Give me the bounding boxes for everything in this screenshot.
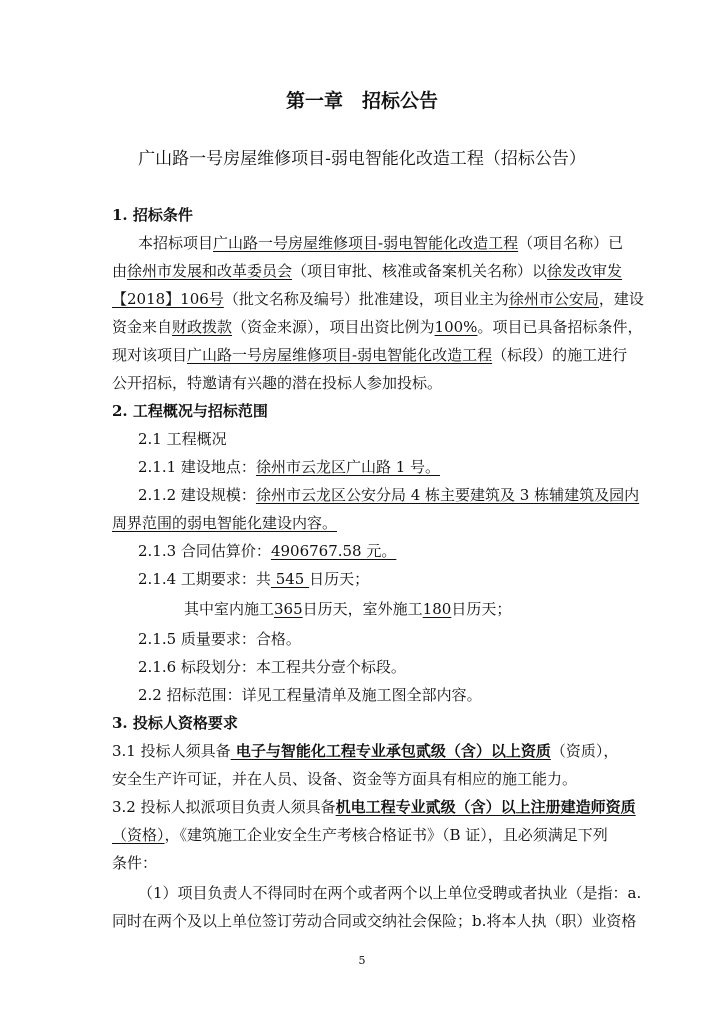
text: （资金来源），项目出资比例为 <box>232 318 435 336</box>
text: 资金来自 <box>112 318 173 336</box>
para1-line1 <box>138 232 623 254</box>
site-location: 徐州市云龙区广山路 1 号。 <box>255 458 441 476</box>
label: 3.2 投标人拟派项目负责人须具备 <box>112 798 336 816</box>
text: ，《建筑施工企业安全生产考核合格证书》（B 证），且必须满足下列 <box>164 826 608 844</box>
page-title: 第一章 招标公告 <box>285 90 438 112</box>
text: 日历天，室外施工 <box>302 600 423 618</box>
fund-ratio: 100% <box>434 318 478 336</box>
item-2-1-2-cont: 周界范围的弱电智能化建设内容。 <box>112 514 338 532</box>
label: 2.1.2 建设规模： <box>138 486 256 504</box>
required-qualification: 电子与智能化工程专业承包贰级（含）以上资质 <box>230 742 551 760</box>
outdoor-days: 180 <box>422 600 452 618</box>
item-2-1-5: 2.1.5 质量要求：合格。 <box>138 630 301 648</box>
text: 现对该项目 <box>112 346 188 364</box>
item-2-1-2 <box>138 484 639 506</box>
section-1-heading: 1. 招标条件 <box>112 206 193 224</box>
project-name: 广山路一号房屋维修项目-弱电智能化改造工程 <box>213 234 519 252</box>
approval-authority: 徐州市发展和改革委员会 <box>127 262 293 280</box>
item-2-1-4-sub <box>184 598 511 620</box>
text: ，建设 <box>598 290 644 308</box>
para1-line4 <box>112 316 642 338</box>
item-3-1 <box>112 740 618 762</box>
item-2-2: 2.2 招标范围：详见工程量清单及施工图全部内容。 <box>138 686 482 704</box>
text: （项目名称）已 <box>518 234 624 252</box>
condition-1-cont: 同时在两个及以上单位签订劳动合同或交纳社会保险；b.将本人执（职）业资格 <box>112 912 637 930</box>
page-number: 5 <box>358 954 366 967</box>
text: 日历天； <box>451 600 512 618</box>
item-2-1: 2.1 工程概况 <box>138 430 227 448</box>
item-3-2-cont2: 条件： <box>112 854 158 872</box>
item-2-1-1 <box>138 456 440 478</box>
item-3-2-cont <box>112 824 608 846</box>
text: 日历天； <box>309 570 370 588</box>
text: 。项目已具备招标条件， <box>477 318 643 336</box>
item-3-1-cont: 安全生产许可证，并在人员、设备、资金等方面具有相应的施工能力。 <box>112 770 578 788</box>
text: 本招标项目 <box>138 234 214 252</box>
owner: 徐州市公安局 <box>508 290 599 308</box>
item-3-2 <box>112 796 636 818</box>
para1-line2 <box>112 260 622 282</box>
fund-source: 财政拨款 <box>172 318 233 336</box>
condition-1: （1）项目负责人不得同时在两个或者两个以上单位受聘或者执业（是指：a. <box>138 884 642 902</box>
text: 其中室内施工 <box>184 600 275 618</box>
text: （标段）的施工进行 <box>492 346 628 364</box>
item-2-1-3 <box>138 540 396 562</box>
duration-total: 545 <box>270 570 310 588</box>
label: 3.1 投标人须具备 <box>112 742 231 760</box>
para1-line5 <box>112 344 627 366</box>
scale: 徐州市云龙区公安分局 4 栋主要建筑及 3 栋辅建筑及园内 <box>255 486 640 504</box>
indoor-days: 365 <box>274 600 303 618</box>
project-name: 广山路一号房屋维修项目-弱电智能化改造工程 <box>187 346 493 364</box>
para1-line6: 公开招标，特邀请有兴趣的潜在投标人参加投标。 <box>112 374 443 392</box>
text: 由 <box>112 262 128 280</box>
text: （资质）， <box>550 742 619 760</box>
approval-doc-prefix: 徐发改审发 <box>547 262 623 280</box>
text: （项目审批、核准或备案机关名称）以 <box>292 262 548 280</box>
contract-estimate: 4906767.58 元。 <box>270 542 397 560</box>
label: 2.1.4 工期要求：共 <box>138 570 271 588</box>
para1-line3 <box>112 288 644 310</box>
pm-qualification: 机电工程专业贰级（含）以上注册建造师资质 <box>335 798 636 816</box>
text: （资格） <box>112 826 165 844</box>
section-2-heading: 2. 工程概况与招标范围 <box>112 402 268 420</box>
subtitle: 广山路一号房屋维修项目-弱电智能化改造工程（招标公告） <box>138 149 586 169</box>
item-2-1-4 <box>138 568 369 590</box>
label: 2.1.1 建设地点： <box>138 458 256 476</box>
approval-doc-number: 【2018】106号 <box>112 290 224 308</box>
text: （批文名称及编号）批准建设，项目业主为 <box>223 290 509 308</box>
label: 2.1.3 合同估算价： <box>138 542 271 560</box>
item-2-1-6: 2.1.6 标段划分：本工程共分壹个标段。 <box>138 658 406 676</box>
section-3-heading: 3. 投标人资格要求 <box>112 714 238 732</box>
